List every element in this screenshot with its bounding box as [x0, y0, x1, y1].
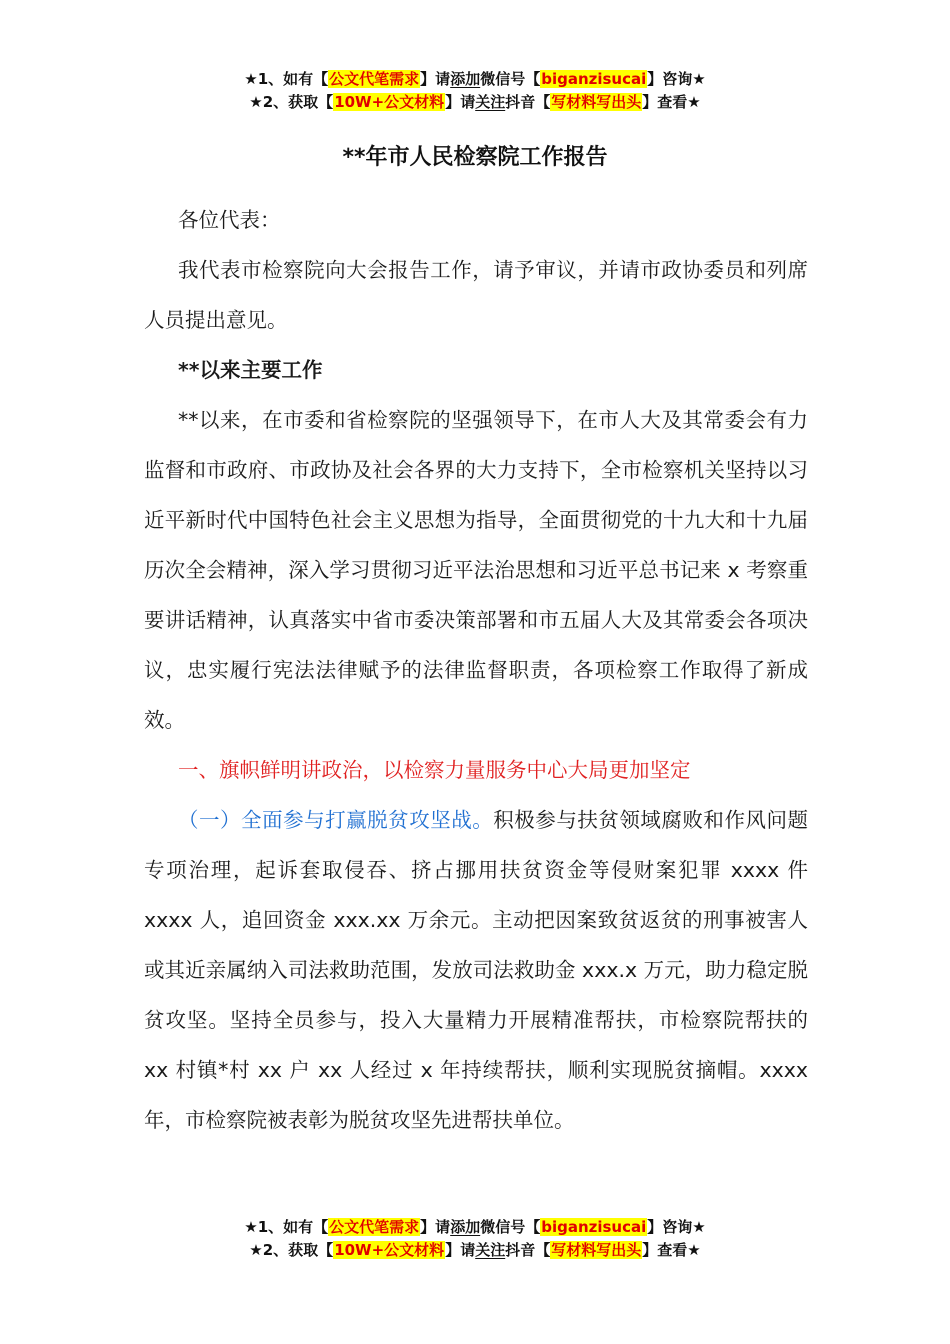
- promo-wechat-id: biganzisucai: [541, 1218, 647, 1236]
- promo-banner-top: [0, 68, 950, 114]
- promo-highlight: 10W+公文材料: [334, 1241, 445, 1259]
- subsection-1-paragraph: [144, 795, 808, 1145]
- section-1-heading: 一、旗帜鲜明讲政治，以检察力量服务中心大局更加坚定: [178, 758, 691, 782]
- document-title: **年市人民检察院工作报告: [342, 145, 608, 170]
- promo-text: 微信号【: [480, 1218, 541, 1236]
- promo-line-2: [0, 91, 950, 114]
- summary-paragraph: **以来，在市委和省检察院的坚强领导下，在市人大及其常委会有力监督和市政府、市政协及社会各界的大力支持下，全市检察机关坚持以习近平新时代中国特色社会主义思想为指导，全面贯彻党的十九大和十九届历次全会精神，深入学习贯彻习近平法治思想和习近平总书记来 x 考察重要讲话精神，认真落实中省市委决策部署和市五届人大及其常委会各项决议，忠实履行宪法法律赋予的法律监督职责，各项检察工作取得了新成效。: [144, 408, 808, 732]
- promo-text: 抖音【: [505, 93, 551, 111]
- promo-underline: 添加: [450, 1218, 481, 1236]
- promo-banner-bottom: [0, 1216, 950, 1262]
- promo-highlight: 公文代笔需求: [329, 70, 420, 88]
- promo-wechat-id: biganzisucai: [541, 70, 647, 88]
- promo-text: 抖音【: [505, 1241, 551, 1259]
- promo-underline: 关注: [475, 93, 506, 111]
- promo-line-1: [0, 1216, 950, 1239]
- promo-text: ★1、如有【: [244, 1218, 329, 1236]
- promo-text: ★1、如有【: [244, 70, 329, 88]
- promo-underline: 添加: [450, 70, 481, 88]
- promo-text: 】请: [420, 70, 451, 88]
- promo-text: 微信号【: [480, 70, 541, 88]
- subsection-1-title: （一）全面参与打赢脱贫攻坚战。: [178, 808, 494, 832]
- promo-text: ★2、获取【: [249, 93, 334, 111]
- main-work-heading: **以来主要工作: [178, 358, 323, 382]
- salutation: 各位代表：: [178, 208, 281, 232]
- document-body: [144, 195, 808, 1145]
- promo-text: 】咨询★: [647, 70, 706, 88]
- promo-text: 】查看★: [642, 1241, 701, 1259]
- subsection-1-body: 积极参与扶贫领域腐败和作风问题专项治理，起诉套取侵吞、挤占挪用扶贫资金等侵财案犯罪 xxxx 件 xxxx 人，追回资金 xxx.xx 万余元。主动把因案致贫返贫的刑事被害人或其近亲属纳入司法救助范围，发放司法救助金 xxx.x 万元，助力稳定脱贫攻坚。坚持全员参与，投入大量精力开展精准帮扶，市检察院帮扶的 xx 村镇*村 xx 户 xx 人经过 x 年持续帮扶，顺利实现脱贫摘帽。xxxx 年，市检察院被表彰为脱贫攻坚先进帮扶单位。: [144, 808, 809, 1132]
- promo-text: 】请: [420, 1218, 451, 1236]
- promo-line-1: [0, 68, 950, 91]
- promo-text: 】咨询★: [647, 1218, 706, 1236]
- promo-line-2: [0, 1239, 950, 1262]
- promo-underline: 关注: [475, 1241, 506, 1259]
- promo-text: 】查看★: [642, 93, 701, 111]
- promo-text: 】请: [445, 93, 476, 111]
- promo-douyin-id: 写材料写出头: [551, 93, 642, 111]
- promo-highlight: 公文代笔需求: [329, 1218, 420, 1236]
- promo-highlight: 10W+公文材料: [334, 93, 445, 111]
- intro-paragraph: 我代表市检察院向大会报告工作，请予审议，并请市政协委员和列席人员提出意见。: [144, 258, 808, 332]
- promo-text: 】请: [445, 1241, 476, 1259]
- promo-douyin-id: 写材料写出头: [551, 1241, 642, 1259]
- promo-text: ★2、获取【: [249, 1241, 334, 1259]
